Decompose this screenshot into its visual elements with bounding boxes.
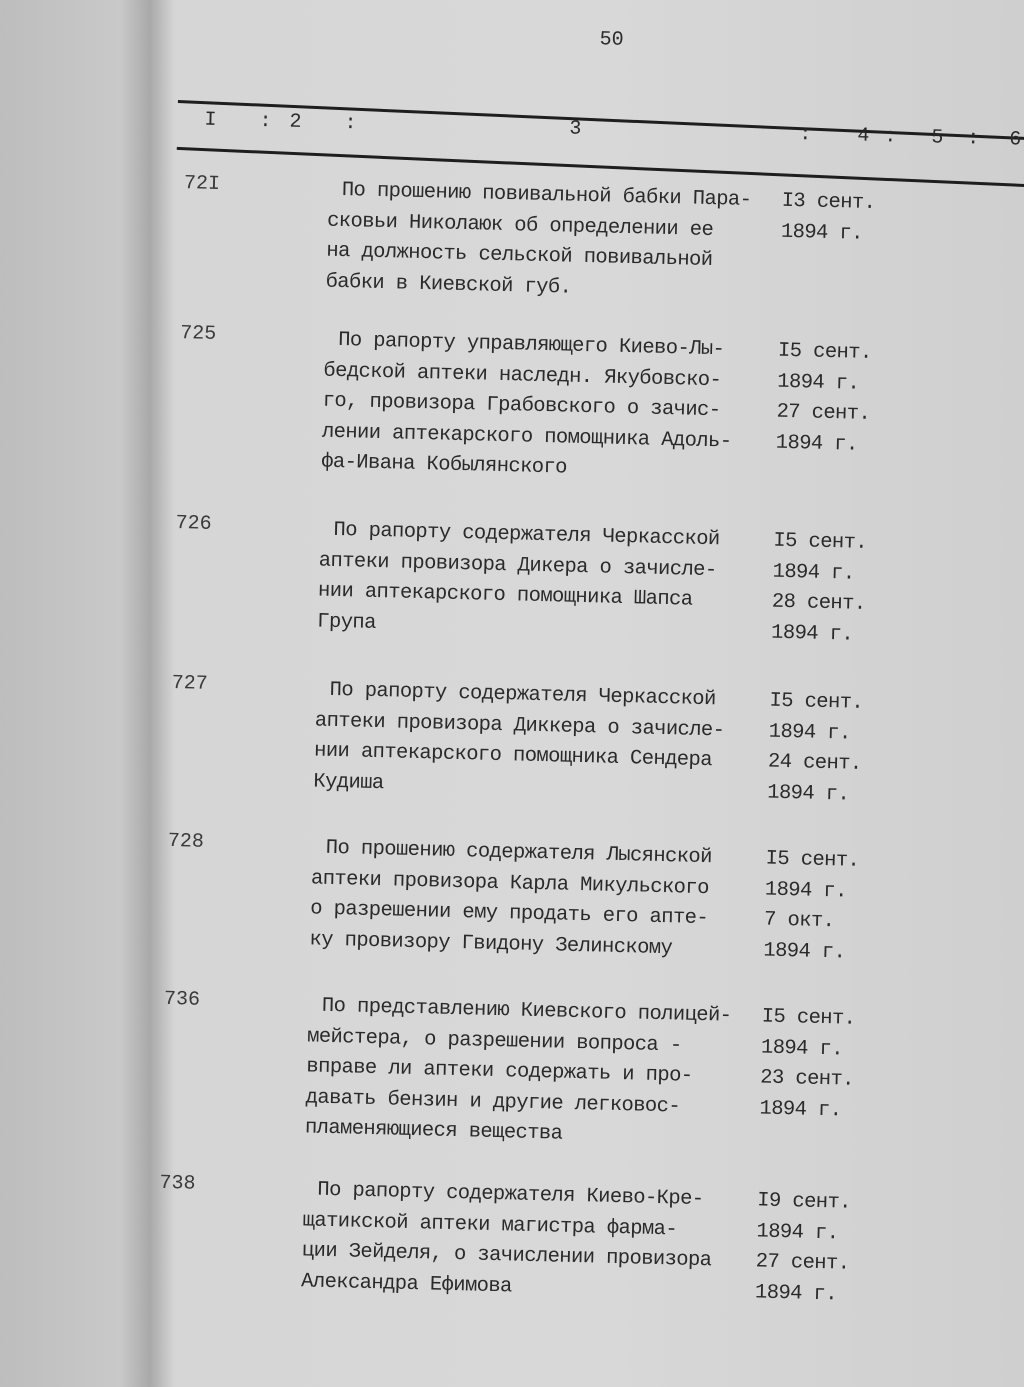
description-line: ку провизору Гвидону Зелинскому — [309, 927, 673, 960]
description-line: По рапорту содержателя Черкасской — [333, 518, 720, 552]
entry-number: 736 — [163, 987, 201, 1012]
description-line: По рапорту управляющего Киево-Лы- — [337, 328, 725, 362]
date-line: 1894 г. — [768, 720, 851, 746]
column-header: 3 — [569, 117, 582, 141]
date-line: 27 сент. — [755, 1250, 850, 1276]
column-header: 5 — [931, 126, 944, 150]
entry-description — [309, 833, 712, 965]
description-line: го, провизора Грабовского о зачис- — [322, 389, 721, 423]
entry-dates — [771, 527, 868, 651]
entry-number: 726 — [175, 512, 212, 536]
column-header: 6 — [1008, 128, 1022, 152]
register-entry — [0, 1167, 998, 1306]
column-separator: : — [259, 109, 272, 134]
description-line: сковьи Николаюк об определении ее — [326, 209, 714, 242]
date-line: 1894 г. — [759, 1096, 842, 1122]
description-line: По прошению содержателя Лысянской — [325, 836, 713, 870]
date-line: 1894 г. — [770, 621, 854, 647]
entry-description — [301, 1175, 713, 1307]
date-line: 1894 г. — [764, 878, 848, 904]
date-line: I5 сент. — [773, 529, 868, 555]
entry-dates — [759, 1002, 856, 1126]
register-entry — [0, 318, 1018, 480]
column-separator: : — [967, 127, 980, 151]
entry-number: 725 — [180, 322, 217, 346]
description-line: аптеки провизора Карла Микульского — [310, 866, 710, 900]
description-line: По представлению Киевского полицей- — [321, 994, 732, 1028]
date-line: 1894 г. — [775, 431, 858, 457]
description-line: нии аптекарского помощника Шапса — [317, 579, 693, 612]
entry-dates — [755, 1186, 852, 1310]
column-separator: : — [884, 125, 897, 149]
date-line: 1894 г. — [756, 1219, 839, 1245]
date-line: 1894 г. — [772, 560, 855, 586]
description-line: на должность сельской повивальной — [326, 239, 713, 273]
description-line: вправе ли аптеки содержать и про- — [306, 1055, 693, 1088]
date-line: 23 сент. — [759, 1066, 855, 1092]
entry-dates — [775, 337, 872, 461]
date-line: 24 сент. — [767, 750, 862, 776]
entry-dates — [781, 187, 876, 250]
register-entry — [0, 825, 1006, 965]
entry-description — [305, 991, 732, 1154]
entry-description — [317, 516, 720, 648]
description-line: щатикской аптеки магистра фарма- — [302, 1208, 678, 1241]
description-line: давать бензин и другие легковос- — [305, 1085, 681, 1119]
register-entry — [0, 983, 1002, 1146]
entry-number: 738 — [159, 1171, 196, 1196]
date-line: I5 сент. — [769, 689, 864, 715]
date-line: 1894 г. — [777, 370, 860, 396]
entry-dates — [767, 687, 864, 811]
description-line: По прошению повивальной бабки Пара- — [341, 178, 752, 212]
description-line: бабки в Киевской губ. — [325, 270, 572, 300]
description-line: бедской аптеки наследн. Якубовско- — [323, 359, 722, 392]
column-header: 4 — [857, 124, 870, 148]
date-line: I3 сент. — [781, 189, 876, 216]
entry-dates — [763, 845, 860, 969]
column-header: I — [204, 108, 217, 132]
date-line: 27 сент. — [776, 400, 871, 426]
date-line: 7 окт. — [763, 908, 835, 934]
date-line: I5 сент. — [765, 847, 860, 873]
column-separator: : — [799, 123, 812, 147]
entry-description — [325, 176, 751, 308]
description-line: Александра Ефимова — [300, 1269, 513, 1298]
entry-description — [321, 326, 734, 488]
register-entry — [0, 667, 1010, 807]
description-line: По рапорту содержателя Киево-Кре- — [317, 1178, 704, 1212]
date-line: I5 сент. — [761, 1005, 856, 1031]
register-entry — [0, 507, 1014, 647]
entry-number: 72I — [183, 172, 221, 196]
date-line: 1894 г. — [766, 781, 850, 807]
date-line: I9 сент. — [756, 1189, 852, 1215]
description-line: пламеняющиеся вещества — [304, 1116, 563, 1146]
description-line: По рапорту содержателя Черкасской — [329, 678, 716, 712]
date-line: I5 сент. — [777, 339, 872, 365]
entry-number: 728 — [167, 829, 205, 854]
description-line: аптеки провизора Дикера о зачисле- — [318, 549, 717, 582]
date-line: 1894 г. — [763, 939, 846, 965]
description-line: Група — [317, 610, 377, 635]
date-line: 1894 г. — [760, 1035, 844, 1061]
header-top-rule — [178, 100, 1024, 142]
description-line: ции Зейделя, о зачислении провизора — [301, 1239, 712, 1273]
description-line: мейстера, о разрешении вопроса - — [306, 1024, 682, 1058]
entry-number: 727 — [171, 671, 209, 696]
description-line: Кудиша — [313, 769, 384, 795]
entry-description — [313, 675, 725, 807]
page-number: 50 — [599, 28, 624, 52]
column-separator: : — [344, 112, 357, 136]
column-header: 2 — [289, 110, 302, 134]
description-line: нии аптекарского помощника Сендера — [313, 739, 713, 773]
description-line: о разрешении ему продать его апте- — [309, 897, 709, 931]
description-line: лении аптекарского помощника Адоль- — [321, 420, 732, 454]
date-line: 28 сент. — [771, 590, 866, 616]
date-line: 1894 г. — [754, 1280, 838, 1306]
description-line: фа-Ивана Кобылянского — [320, 450, 568, 480]
description-line: аптеки провизора Диккера о зачисле- — [314, 708, 725, 742]
date-line: 1894 г. — [780, 220, 864, 246]
